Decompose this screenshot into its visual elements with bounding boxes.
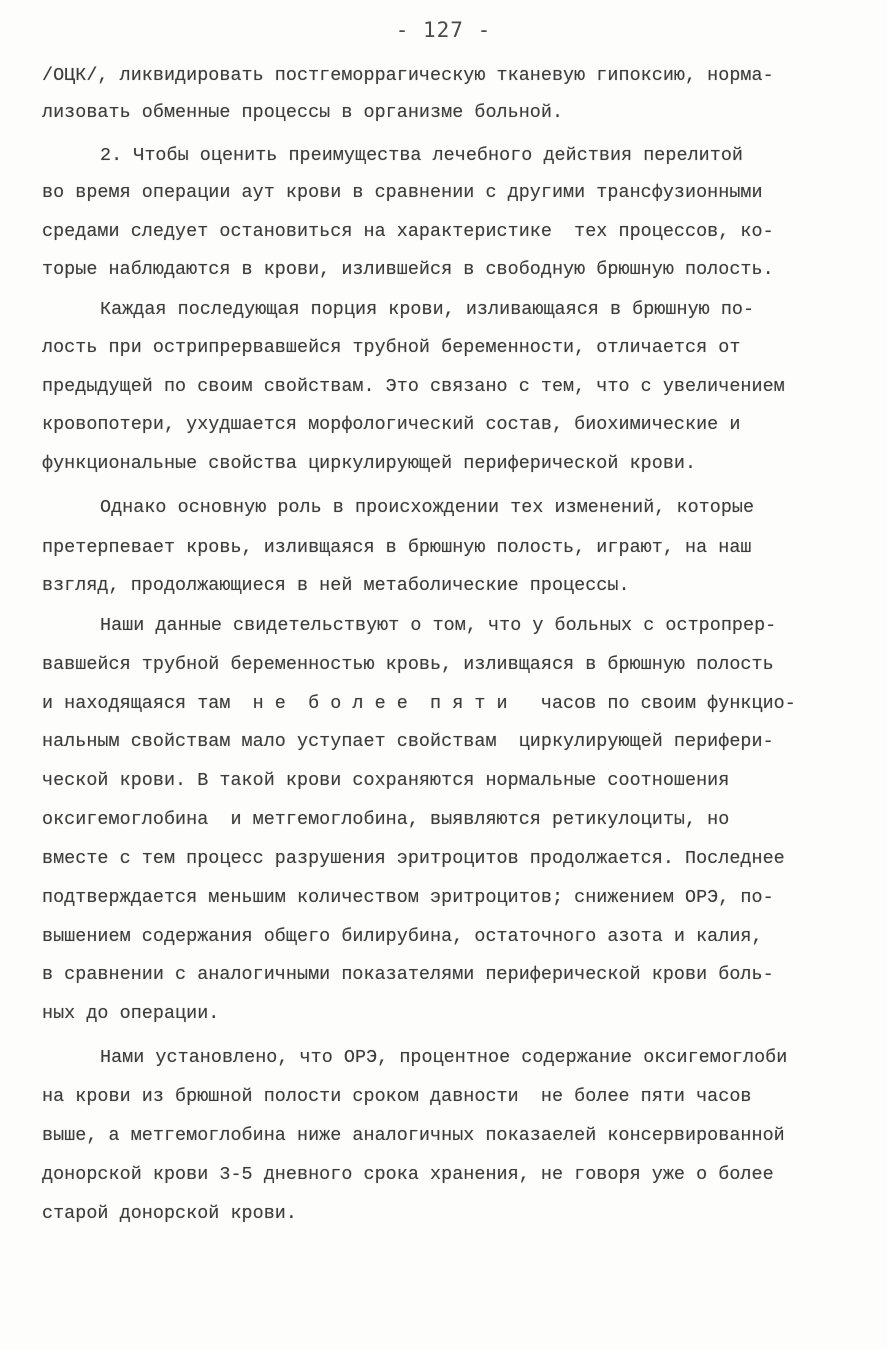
text-line: Однако основную роль в происхождении тех изменений, которые — [100, 497, 755, 518]
text-line: вавшейся трубной беременностью кровь, изливщаяся в брюшную полость — [42, 654, 774, 675]
text-line: и находящаяся там н е б о л е е п я т и часов по своим функцио- — [42, 693, 796, 714]
text-line: торые наблюдаются в крови, излившейся в свободную брюшную полость. — [42, 259, 774, 280]
text-line: во время операции аут крови в сравнении с другими трансфузионными — [42, 182, 763, 203]
text-line: претерпевает кровь, изливщаяся в брюшную полость, играют, на наш — [42, 537, 752, 558]
text-line: кровопотери, ухудшается морфологический состав, биохимические и — [42, 414, 741, 435]
text-line: 2. Чтобы оценить преимущества лечебного действия перелитой — [100, 145, 743, 166]
text-line: вместе с тем процесс разрушения эритроцитов продолжается. Последнее — [42, 848, 785, 869]
text-line: предыдущей по своим свойствам. Это связано с тем, что с увеличением — [42, 376, 785, 397]
text-line: Каждая последующая порция крови, изливающаяся в брюшную по- — [100, 299, 755, 320]
text-line: Нами установлено, что ОРЭ, процентное содержание оксигемоглоби — [100, 1047, 788, 1068]
text-line: средами следует остановиться на характеристике тех процессов, ко- — [42, 221, 774, 242]
text-line: донорской крови 3-5 дневного срока хранения, не говоря уже о более — [42, 1164, 774, 1185]
text-line: взгляд, продолжающиеся в ней метаболические процессы. — [42, 575, 630, 596]
text-line: функциональные свойства циркулирующей периферической крови. — [42, 453, 697, 474]
text-line: ных до операции. — [42, 1003, 220, 1024]
text-line: выше, а метгемоглобина ниже аналогичных показаелей консервированной — [42, 1125, 785, 1146]
text-line: подтверждается меньшим количеством эритроцитов; снижением ОРЭ, по- — [42, 887, 774, 908]
page-number: - 127 - — [395, 18, 492, 42]
text-line: оксигемоглобина и метгемоглобина, выявляются ретикулоциты, но — [42, 809, 730, 830]
text-line: вышением содержания общего билирубина, остаточного азота и калия, — [42, 926, 763, 947]
text-line: старой донорской крови. — [42, 1203, 297, 1224]
text-line: в сравнении с аналогичными показателями периферической крови боль- — [42, 964, 774, 985]
text-line: нальным свойствам мало уступает свойствам циркулирующей перифери- — [42, 731, 774, 752]
text-line: лость при острипрервавшейся трубной беременности, отличается от — [42, 337, 741, 358]
text-line: лизовать обменные процессы в организме больной. — [42, 102, 564, 123]
text-line: /ОЦК/, ликвидировать постгеморрагическую тканевую гипоксию, норма- — [42, 65, 774, 86]
text-line: на крови из брюшной полости сроком давности не более пяти часов — [42, 1086, 752, 1107]
text-line: Наши данные свидетельствуют о том, что у больных с остропрер- — [100, 615, 777, 636]
text-line: ческой крови. В такой крови сохраняются нормальные соотношения — [42, 770, 730, 791]
